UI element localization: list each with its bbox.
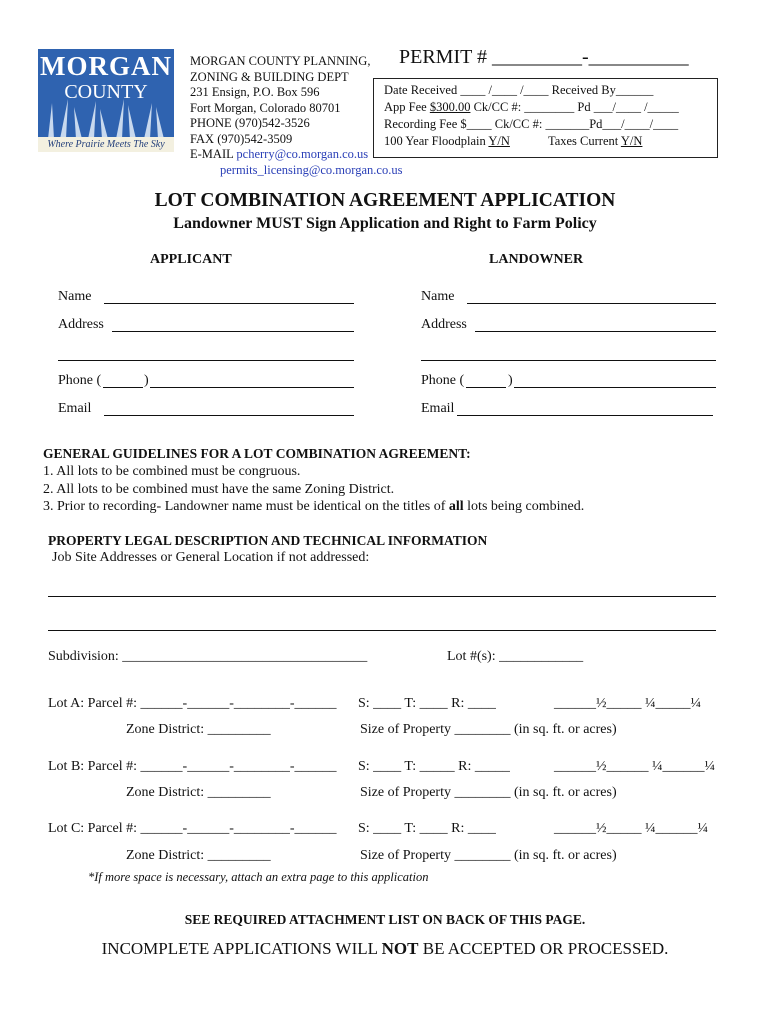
email-link-1[interactable]: pcherry@co.morgan.co.us [236,147,369,161]
guideline-item-2: 2. All lots to be combined must have the same Zoning District. [43,482,395,497]
applicant-email-field[interactable] [104,415,354,416]
lot-b-size[interactable]: Size of Property ________ (in sq. ft. or acres) [360,785,617,800]
landowner-address-field-2[interactable] [421,360,716,361]
landowner-phone-label: Phone ( [421,373,465,388]
applicant-name-label: Name [58,289,92,304]
lot-c-zone[interactable]: Zone District: _________ [126,848,271,863]
office-use-box [373,78,718,158]
job-site-label: Job Site Addresses or General Location if not addressed: [52,550,370,565]
applicant-address-field[interactable] [112,331,354,332]
logo-title: MORGAN [40,51,172,81]
incomplete-notice: INCOMPLETE APPLICATIONS WILL NOT BE ACCEPTED OR PROCESSED. [101,939,669,958]
email-label: E-MAIL [190,147,234,161]
guidelines-heading: GENERAL GUIDELINES FOR A LOT COMBINATION AGREEMENT: [43,446,471,461]
applicant-phone-label: Phone ( [58,373,102,388]
logo-tagline: Where Prairie Meets The Sky [38,137,174,152]
logo-subtitle: COUNTY [64,81,148,103]
lot-a-zone[interactable]: Zone District: _________ [126,722,271,737]
lot-b-zone[interactable]: Zone District: _________ [126,785,271,800]
lot-b-quarter[interactable]: ______½______ ¼______¼ [554,759,715,774]
lot-b-str[interactable]: S: ____ T: _____ R: _____ [358,759,510,774]
applicant-heading: APPLICANT [150,252,232,267]
email-link-2[interactable]: permits_licensing@co.morgan.co.us [220,162,403,177]
lots-field[interactable]: Lot #(s): ____________ [447,649,584,664]
office-address-block [190,54,402,178]
office-phone: PHONE (970)542-3526 [190,116,310,130]
lot-a-parcel[interactable]: Lot A: Parcel #: ______-______-________-______ [48,696,337,711]
attachment-notice: SEE REQUIRED ATTACHMENT LIST ON BACK OF THIS PAGE. [184,912,586,927]
page-title: LOT COMBINATION AGREEMENT APPLICATION [154,190,616,211]
office-row-recording: Recording Fee $____ Ck/CC #: _______Pd___/____/____ [384,117,679,131]
property-heading: PROPERTY LEGAL DESCRIPTION AND TECHNICAL INFORMATION [48,533,488,548]
subdivision-field[interactable]: Subdivision: ___________________________________ [48,649,368,664]
office-row-floodplain: 100 Year Floodplain Y/N Taxes Current Y/N [384,134,643,148]
applicant-area-code-field[interactable] [103,387,143,388]
morgan-county-logo [38,49,174,152]
office-address: 231 Ensign, P.O. Box 596 [190,85,320,99]
page-subtitle: Landowner MUST Sign Application and Right to Farm Policy [173,215,597,232]
job-site-field[interactable] [48,596,716,597]
office-dept: ZONING & BUILDING DEPT [190,69,349,84]
lot-c-str[interactable]: S: ____ T: ____ R: ____ [358,821,496,836]
office-row-fee: App Fee $300.00 Ck/CC #: ________ Pd ___/____ /_____ [384,100,679,114]
lot-a-size[interactable]: Size of Property ________ (in sq. ft. or acres) [360,722,617,737]
office-fax: FAX (970)542-3509 [190,131,293,146]
landowner-email-field[interactable] [457,415,713,416]
landowner-name-field[interactable] [467,303,716,304]
landowner-email-label: Email [421,401,455,416]
lot-b-parcel[interactable]: Lot B: Parcel #: ______-______-________-______ [48,759,337,774]
landowner-heading: LANDOWNER [489,252,584,267]
applicant-phone-field[interactable] [150,387,354,388]
lot-a-str[interactable]: S: ____ T: ____ R: ____ [358,696,496,711]
applicant-email-label: Email [58,401,92,416]
applicant-address-label: Address [58,317,104,332]
office-city: Fort Morgan, Colorado 80701 [190,100,341,115]
landowner-phone-field[interactable] [514,387,716,388]
lot-a-quarter[interactable]: ______½_____ ¼_____¼ [554,696,701,711]
lot-c-size[interactable]: Size of Property ________ (in sq. ft. or acres) [360,848,617,863]
landowner-name-label: Name [421,289,455,304]
applicant-phone-paren: ) [144,373,149,388]
office-name: MORGAN COUNTY PLANNING, [190,54,371,68]
job-site-field-2[interactable] [48,630,716,631]
lot-c-parcel[interactable]: Lot C: Parcel #: ______-______-________-______ [48,821,337,836]
guideline-item-3: 3. Prior to recording- Landowner name must be identical on the titles of all lots being combined. [43,499,585,514]
lot-c-quarter[interactable]: ______½_____ ¼______¼ [554,821,708,836]
landowner-address-label: Address [421,317,467,332]
prairie-grass-graphic [38,99,174,139]
applicant-address-field-2[interactable] [58,360,354,361]
office-row-date: Date Received ____ /____ /____ Received By______ [384,83,654,97]
extra-space-note: *If more space is necessary, attach an extra page to this application [88,870,429,884]
landowner-area-code-field[interactable] [466,387,506,388]
guideline-item-1: 1. All lots to be combined must be congruous. [43,464,301,479]
permit-number: PERMIT # _________-__________ [399,46,689,68]
landowner-phone-paren: ) [508,373,513,388]
landowner-address-field[interactable] [475,331,716,332]
applicant-name-field[interactable] [104,303,354,304]
